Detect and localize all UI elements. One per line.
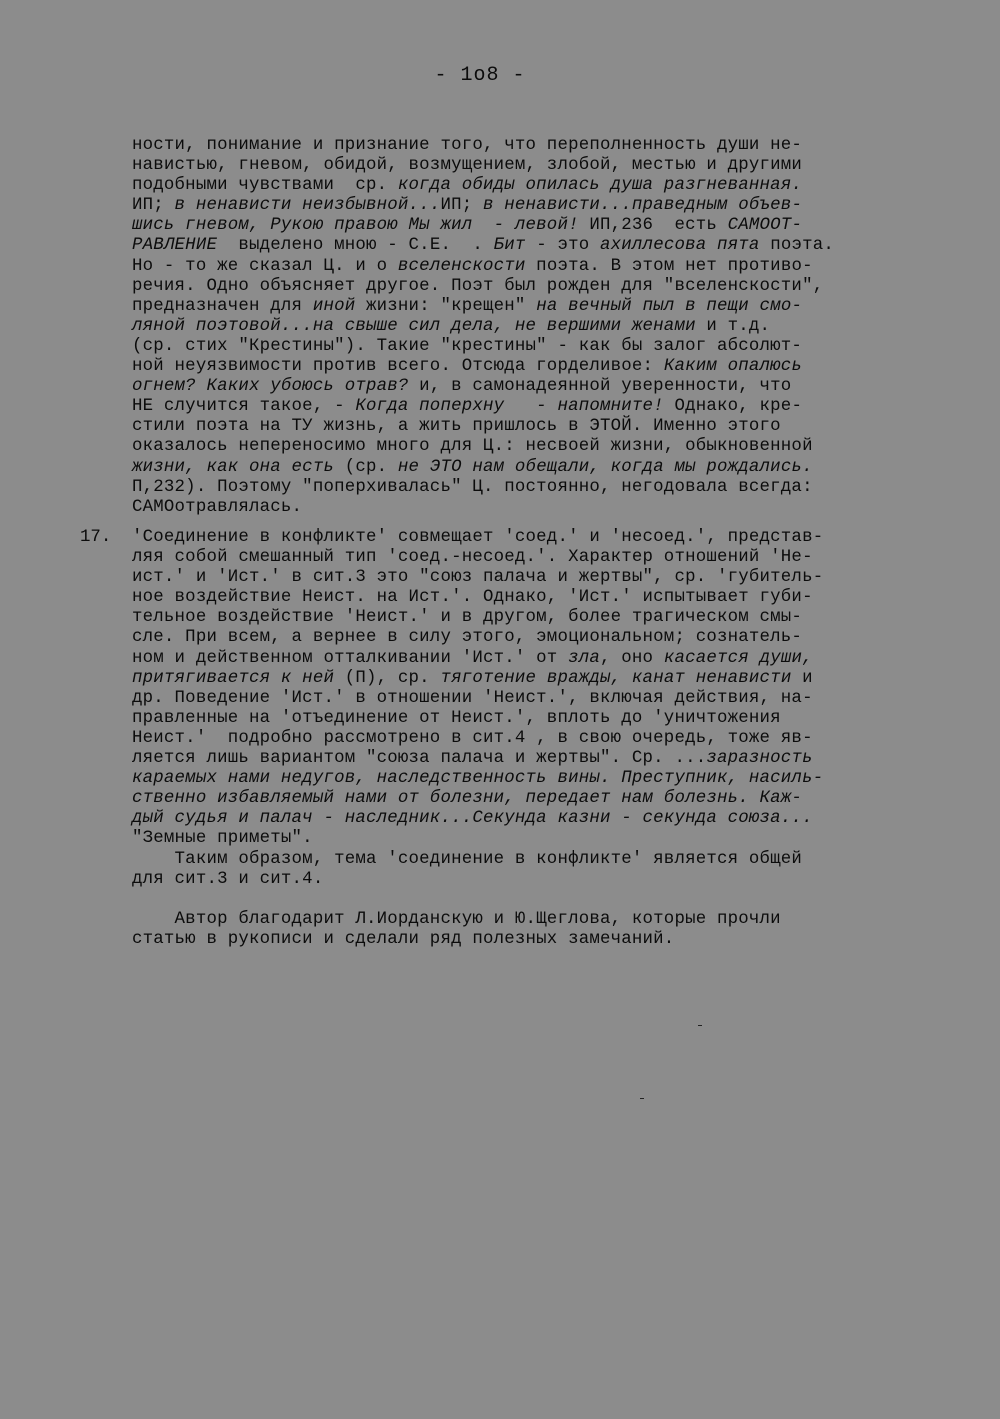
italic-quote: караемых нами недугов, наследственность вины. Преступник, насиль- [132,769,824,789]
text-run: (ср. [334,457,398,477]
text-line [132,588,922,608]
text-run: оказалось непереносимо много для Ц.: несвоей жизни, обыкновенной [132,437,813,457]
text-run: ИП,236 есть [578,216,728,236]
text-run: "Земные приметы". [132,829,313,849]
text-run: Однако, кре- [663,397,803,417]
text-line [132,769,922,789]
text-run: Автор благодарит Л.Иорданскую и Ю.Щеглова, которые прочли [132,910,781,929]
page-number: - 1o8 - [434,64,526,87]
italic-quote: РАВЛЕНИЕ [132,236,218,256]
text-line [132,176,922,196]
text-line [132,689,922,709]
text-line [132,870,922,890]
text-run: ляется лишь вариантом "союза палача и жертвы". Ср. ... [132,749,707,769]
text-line [132,729,922,749]
text-run: поэта. [759,236,835,256]
text-line [132,437,922,457]
italic-quote: вселенскости [397,256,526,276]
text-line [132,809,922,829]
italic-quote: Каким опалюсь [663,357,803,377]
text-run: жизни: "крещен" [355,296,537,316]
text-run: статью в рукописи и сделали ряд полезных замечаний. [132,930,675,950]
text-run: ляя собой смешанный тип 'соед.-несоед.'. Характер отношений 'Не- [132,548,813,568]
text-run: речия. Одно объясняет другое. Поэт был рожден для "вселенскости", [132,276,824,296]
italic-quote: на вечный пыл в пещи смо- [536,296,803,316]
text-line [132,397,922,417]
text-line [132,649,922,669]
text-run: стили поэта на ТУ жизнь, а жить пришлось в ЭТОЙ. Именно этого [132,417,781,437]
text-run: ист.' и 'Ист.' в сит.3 это "союз палача и жертвы", ср. 'губитель- [132,568,824,588]
text-line [132,156,922,176]
text-run: НЕ случится такое, - [132,397,356,417]
text-run: тельное воздействие 'Неист.' и в другом, более трагическом смы- [132,608,803,628]
text-run: Неист.' подробно рассмотрено в сит.4 , в свою очередь, тоже яв- [132,728,813,748]
text-line [132,458,922,478]
text-run: сле. При всем, а вернее в силу этого, эмоциональном; сознатель- [132,628,803,648]
italic-quote: касается души, [663,648,813,668]
text-line [132,548,922,568]
text-line [132,608,922,628]
paragraph-conclusion [132,850,922,890]
text-line [132,628,922,648]
text-line [132,257,922,277]
italic-quote: заразность [706,749,813,769]
text-run: правленные на 'отъединение от Неист.', вплоть до 'уничтожения [132,708,781,728]
text-run: САМОотравлялась. [132,497,303,517]
text-line [132,478,922,498]
paragraph-continuation [132,136,922,518]
text-run: 'Соединение в конфликте' совмещает 'соед.' и 'несоед.', представ- [132,528,824,547]
italic-quote: в ненависти неизбывной... [174,196,441,216]
text-line [132,910,922,930]
italic-quote: Когда поперхну - напомните! [355,397,664,417]
text-run: , оно [600,648,664,668]
acknowledgement-paragraph [132,910,922,950]
text-run: (П), ср. [334,668,441,688]
text-run: ное воздействие Неист. на Ист.'. Однако, 'Ист.' испытывает губи- [132,588,813,608]
text-run: др. Поведение 'Ист.' в отношении 'Неист.', включая действия, на- [132,688,813,708]
text-run: и [791,668,813,688]
text-line [132,357,922,377]
text-run: ИП; [440,196,483,216]
text-run: подобными чувствами ср. [132,176,398,196]
scan-speck [640,1098,644,1099]
italic-quote: дый судья и палач - наследник...Секунда казни - секунда союза... [132,809,813,829]
text-run: ной неуязвимости против всего. Отсюда горделивое: [132,357,664,377]
text-line [132,850,922,870]
text-run: поэта. В этом нет противо- [525,256,813,276]
italic-quote: Бит [493,236,526,256]
text-line [132,377,922,397]
text-run: (ср. стих "Крестины"). Такие "крестины" - как бы залог абсолют- [132,336,803,356]
text-line [132,930,922,950]
text-run: предназначен для [132,296,313,316]
text-run: ном и действенном отталкивании 'Ист.' от [132,648,569,668]
italic-quote: САМООТ- [727,216,803,236]
text-run: для сит.3 и сит.4. [132,870,324,890]
text-line [132,789,922,809]
italic-quote: притягивается к ней [132,668,335,688]
italic-quote: шись гневом, Рукою правою Мы жил - левой! [132,216,579,236]
text-line [132,669,922,689]
italic-quote: ляной поэтовой...на свыше сил дела, не вершими женами [132,316,696,336]
text-line [132,297,922,317]
text-line [132,417,922,437]
text-line [132,236,922,256]
text-line [132,136,922,156]
paragraph-17 [132,528,922,850]
item-number: 17. [80,528,112,547]
text-run: и т.д. [695,316,771,336]
text-run: навистью, гневом, обидой, возмущением, злобой, местью и другими [132,156,803,176]
italic-quote: ахиллесова пята [600,236,760,256]
text-run: П,232). Поэтому "поперхивалась" Ц. постоянно, негодовала всегда: [132,477,813,497]
text-line [132,498,922,518]
text-run: - это [525,236,601,256]
text-run: Но - то же сказал Ц. и о [132,256,398,276]
italic-quote: ственно избавляемый нами от болезни, передает нам болезнь. Каж- [132,789,803,809]
italic-quote: иной [312,296,356,316]
scan-speck [698,1025,702,1026]
text-run: Таким образом, тема 'соединение в конфликте' является общей [132,850,803,869]
text-run: ИП; [132,196,175,216]
text-run: ности, понимание и признание того, что переполненность души не- [132,136,803,155]
text-line [132,196,922,216]
text-line [132,528,922,548]
text-line [132,568,922,588]
text-line [132,277,922,297]
italic-quote: огнем? Каких убоюсь отрав? [132,377,409,397]
text-line [132,829,922,849]
italic-quote: в ненависти...праведным объев- [483,196,803,216]
italic-quote: жизни, как она есть [132,457,335,477]
text-line [132,337,922,357]
text-run: выделено мною - С.Е. . [217,236,494,256]
italic-quote: тяготение вражды, канат ненависти [440,668,792,688]
italic-quote: зла [568,648,601,668]
text-line [132,317,922,337]
text-line [132,216,922,236]
text-line [132,709,922,729]
italic-quote: когда обиды опилась душа разгневанная. [397,176,803,196]
text-line [132,749,922,769]
text-run: и, в самонадеянной уверенности, что [408,377,792,397]
italic-quote: не ЭТО нам обещали, когда мы рождались. [397,457,813,477]
